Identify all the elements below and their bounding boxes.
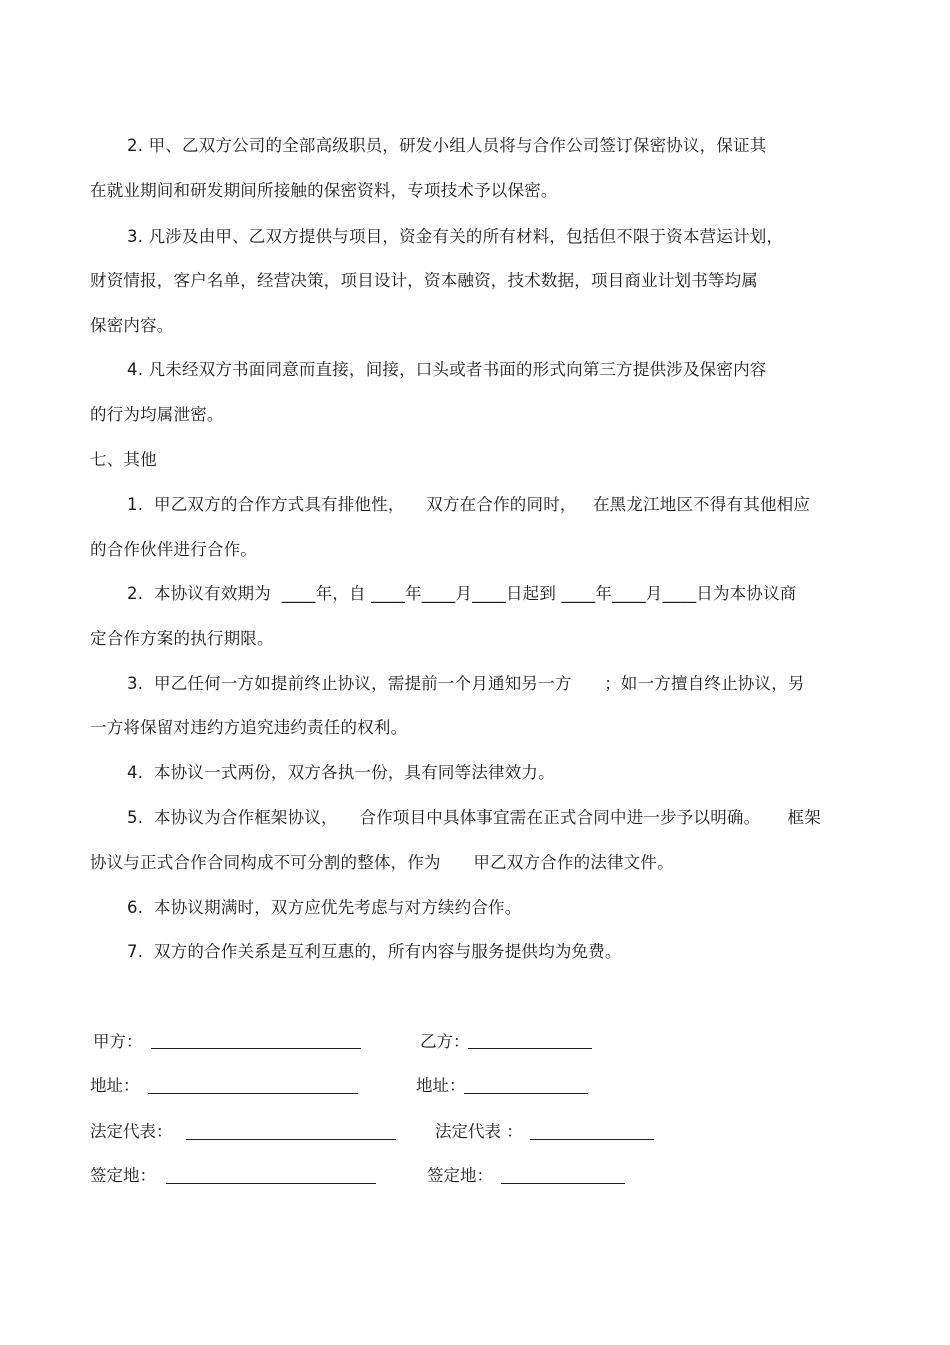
section-7-heading: 七、其他: [90, 450, 157, 469]
signing-place-a-blank: [166, 1183, 376, 1184]
other-item-2-line-1: 2. 本协议有效期为 ____年，自 ____年____月____日起到 ____年____月____日为本协议商: [127, 584, 797, 603]
representative-a-label: 法定代表：: [90, 1122, 173, 1141]
representative-b-blank: [530, 1139, 654, 1140]
party-a-blank: [151, 1048, 361, 1049]
address-b-blank: [464, 1093, 588, 1094]
signing-place-a-label: 签定地：: [90, 1166, 156, 1185]
other-item-6-line-1: 6. 本协议期满时，双方应优先考虑与对方续约合作。: [127, 898, 522, 917]
party-a-label: 甲方：: [93, 1032, 143, 1051]
address-a-blank: [148, 1093, 358, 1094]
other-item-3-line-1: 3. 甲乙任何一方如提前终止协议，需提前一个月通知另一方 ；如一方擅自终止协议，另: [127, 674, 805, 693]
signing-place-b-label: 签定地：: [427, 1166, 493, 1185]
confidentiality-item-3-line-2: 财资情报，客户名单，经营决策，项目设计，资本融资，技术数据，项目商业计划书等均属: [90, 271, 758, 290]
signing-place-b-blank: [501, 1183, 625, 1184]
representative-b-label: 法定代表 ：: [435, 1122, 523, 1141]
representative-a-blank: [186, 1139, 396, 1140]
other-item-5-line-2: 协议与正式合作合同构成不可分割的整体，作为 甲乙双方合作的法律文件。: [90, 853, 674, 872]
other-item-7-line-1: 7. 双方的合作关系是互利互惠的，所有内容与服务提供均为免费。: [127, 942, 622, 961]
confidentiality-item-4-line-2: 的行为均属泄密。: [90, 405, 224, 424]
address-b-label: 地址：: [416, 1076, 466, 1095]
confidentiality-item-4-line-1: 4. 凡未经双方书面同意而直接，间接，口头或者书面的形式向第三方提供涉及保密内容: [127, 360, 767, 379]
other-item-3-line-2: 一方将保留对违约方追究违约责任的权利。: [90, 718, 408, 737]
other-item-2-line-2: 定合作方案的执行期限。: [90, 629, 274, 648]
address-a-label: 地址：: [90, 1076, 140, 1095]
confidentiality-item-2-line-2: 在就业期间和研发期间所接触的保密资料，专项技术予以保密。: [90, 181, 558, 200]
other-item-4-line-1: 4. 本协议一式两份，双方各执一份，具有同等法律效力。: [127, 763, 555, 782]
other-item-1-line-2: 的合作伙伴进行合作。: [90, 540, 257, 559]
party-b-label: 乙方：: [420, 1032, 470, 1051]
party-b-blank: [468, 1048, 592, 1049]
confidentiality-item-3-line-1: 3. 凡涉及由甲、乙双方提供与项目，资金有关的所有材料，包括但不限于资本营运计划，: [127, 227, 784, 246]
confidentiality-item-2-line-1: 2. 甲、乙双方公司的全部高级职员，研发小组人员将与合作公司签订保密协议，保证其: [127, 136, 767, 155]
other-item-1-line-1: 1. 甲乙双方的合作方式具有排他性， 双方在合作的同时， 在黑龙江地区不得有其他相应: [127, 495, 811, 514]
confidentiality-item-3-line-3: 保密内容。: [90, 316, 174, 335]
other-item-5-line-1: 5. 本协议为合作框架协议， 合作项目中具体事宜需在正式合同中进一步予以明确。 框架: [127, 808, 821, 827]
